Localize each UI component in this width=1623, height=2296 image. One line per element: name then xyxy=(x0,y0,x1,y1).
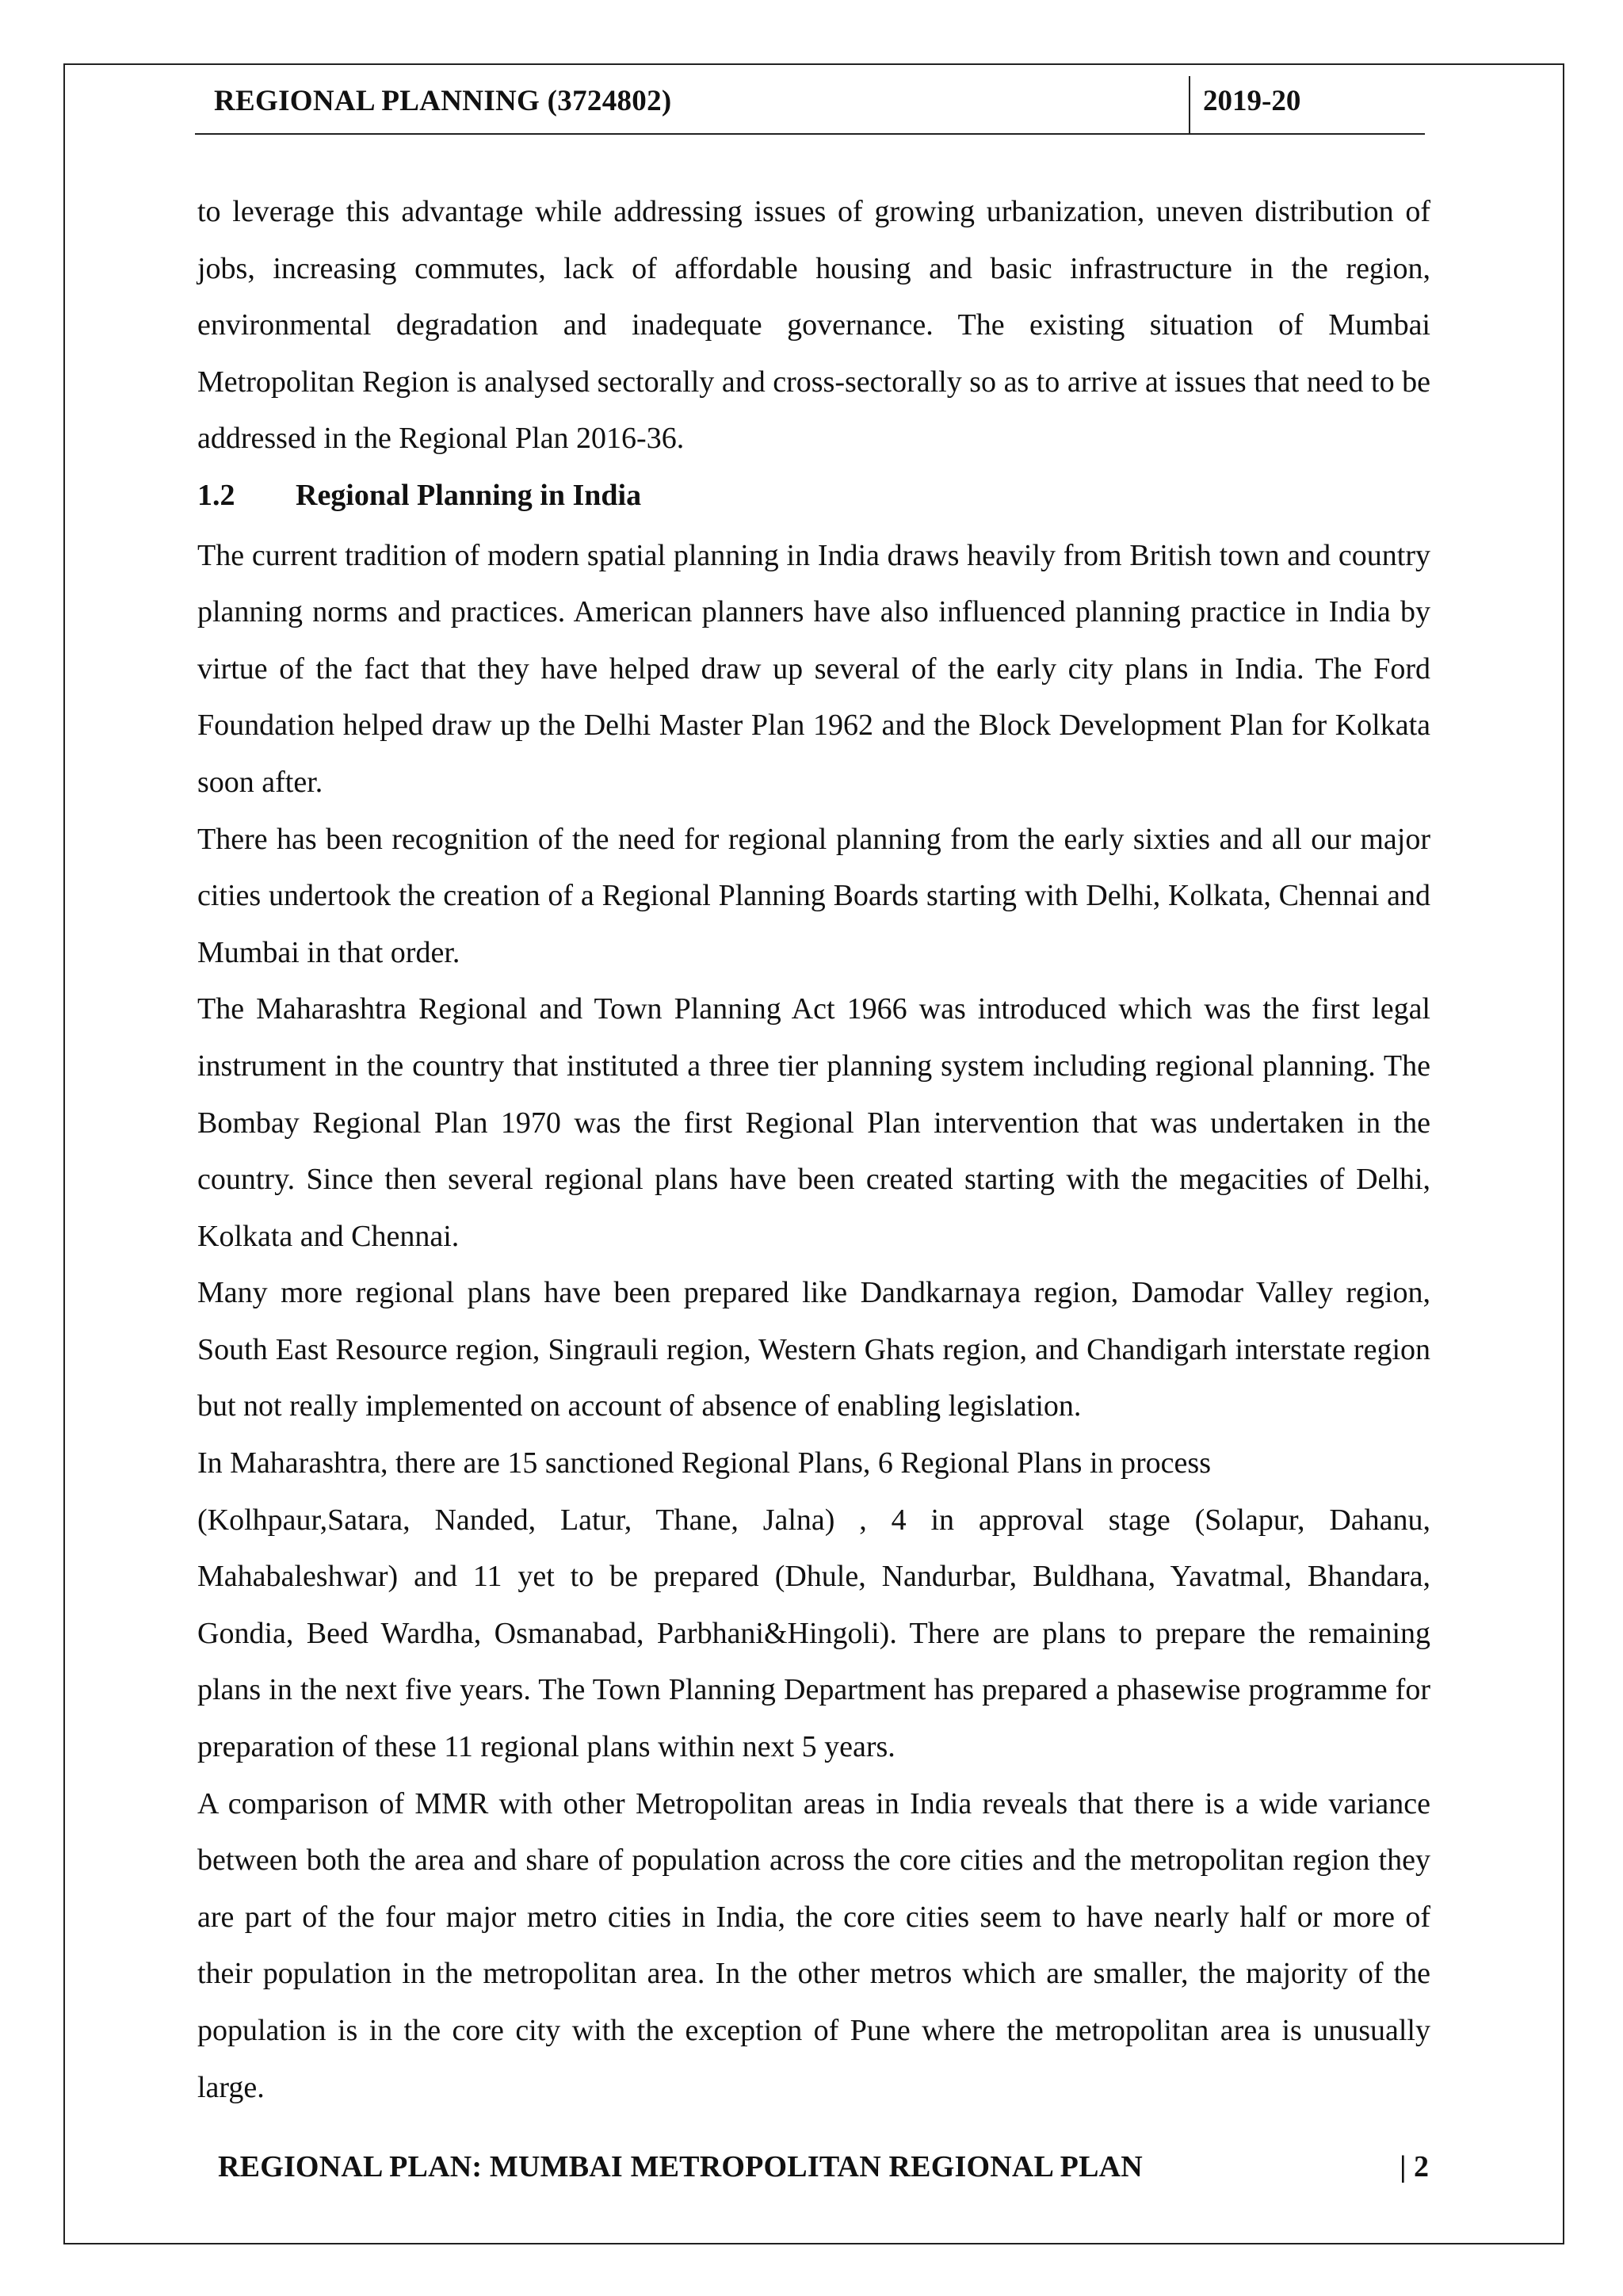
header-divider xyxy=(1189,76,1190,133)
paragraph: (Kolhpaur,Satara, Nanded, Latur, Thane, Jalna) , 4 in approval stage (Solapur, Dahanu, Mahabaleshwar) and 11 yet to be prepared (Dhule, Nandurbar, Buldhana, Yavatmal, Bhandara, Gondia, Beed Wardha, Osmanabad, Parbhani&Hingoli). There are plans to prepare the remaining plans in the next five years. The Town Planning Department has prepared a phasewise programme for preparation of these 11 regional plans within next 5 years. xyxy=(197,1503,1430,1764)
paragraph: A comparison of MMR with other Metropolitan areas in India reveals that there is a wide variance between both the area and share of population across the core cities and the metropolitan region they are part of the four major metro cities in India, the core cities seem to have nearly half or more of their population in the metropolitan area. In the other metros which are smaller, the majority of the population is in the core city with the exception of Pune where the metropolitan area is unusually large. xyxy=(197,1786,1430,2104)
header-year: 2019-20 xyxy=(1203,85,1301,117)
paragraph: The current tradition of modern spatial planning in India draws heavily from British town and country planning norms and practices. American planners have also influenced planning practice in India by virtue of the fact that they have helped draw up several of the early city plans in India. The Ford Foundation helped draw up the Delhi Master Plan 1962 and the Block Development Plan for Kolkata soon after. xyxy=(197,538,1430,799)
header-title: REGIONAL PLANNING (3724802) xyxy=(214,85,672,117)
page-footer xyxy=(218,2149,1429,2189)
paragraph: The Maharashtra Regional and Town Planning Act 1966 was introduced which was the first legal instrument in the country that instituted a three tier planning system including regional planning. The Bombay Regional Plan 1970 was the first Regional Plan intervention that was undertaken in the country. Since then several regional plans have been created starting with the megacities of Delhi, Kolkata and Chennai. xyxy=(197,992,1430,1253)
section-heading xyxy=(197,468,1430,525)
paragraph: There has been recognition of the need for regional planning from the early sixties and all our major cities undertook the creation of a Regional Planning Boards starting with Delhi, Kolkata, Chennai and Mumbai in that order. xyxy=(197,822,1430,969)
document-body xyxy=(197,184,1430,2116)
paragraph: Many more regional plans have been prepared like Dandkarnaya region, Damodar Valley region, South East Resource region, Singrauli region, Western Ghats region, and Chandigarh interstate region but not really implemented on account of absence of enabling legislation. xyxy=(197,1276,1430,1423)
page-number: | 2 xyxy=(1400,2150,1429,2183)
paragraph: In Maharashtra, there are 15 sanctioned Regional Plans, 6 Regional Plans in process xyxy=(197,1446,1211,1480)
section-number: 1.2 xyxy=(197,478,235,512)
footer-title: REGIONAL PLAN: MUMBAI METROPOLITAN REGIONAL PLAN xyxy=(218,2150,1143,2183)
section-title: Regional Planning in India xyxy=(296,478,642,512)
paragraph: to leverage this advantage while addressing issues of growing urbanization, uneven distribution of jobs, increasing commutes, lack of affordable housing and basic infrastructure in the region, environmental degradation and inadequate governance. The existing situation of Mumbai Metropolitan Region is analysed sectorally and cross-sectorally so as to arrive at issues that need to be addressed in the Regional Plan 2016-36. xyxy=(197,195,1430,456)
page-header xyxy=(195,76,1425,135)
